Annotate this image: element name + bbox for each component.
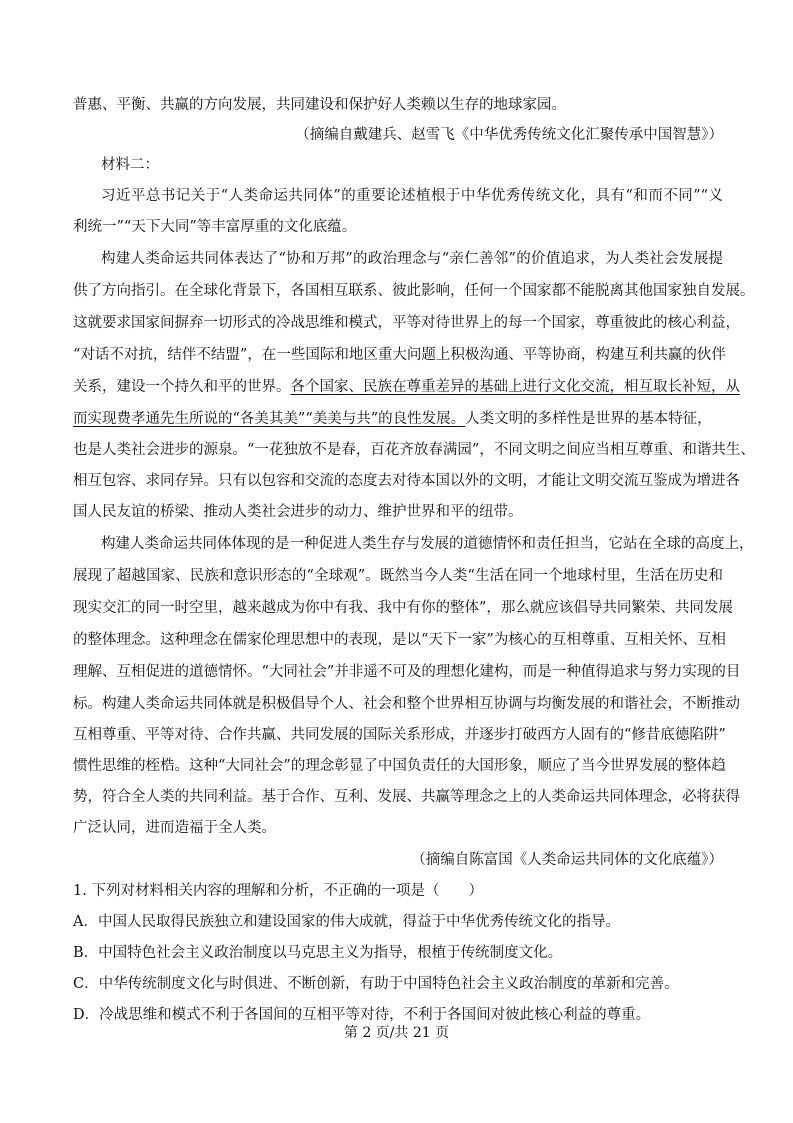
page-footer: 第 2 页/共 21 页 xyxy=(343,1025,450,1041)
text-line: 利统一”“天下大同”等丰富厚重的文化底蕴。 xyxy=(73,219,357,235)
text-line: 供了方向指引。在全球化背景下，各国相互联系、彼此影响，任何一个国家都不能脱离其他国家独自发展。 xyxy=(73,283,755,299)
underlined-text: 各个国家、民族在尊重差异的基础上进行文化交流，相互取长补短，从 xyxy=(290,379,740,395)
text-line: 这就要求国家间摒弃一切形式的冷战思维和模式，平等对待世界上的每一个国家，尊重彼此的核心利益， xyxy=(73,315,740,331)
option-c: C．中华传统制度文化与时俱进、不断创新，有助于中国特色社会主义政治制度的革新和完善。 xyxy=(73,976,679,992)
source-citation: （摘编自戴建兵、赵雪飞《中华优秀传统文化汇聚传承中国智慧》） xyxy=(295,127,723,143)
text-line xyxy=(73,378,740,396)
text-line: 普惠、平衡、共赢的方向发展，共同建设和保护好人类赖以生存的地球家园。 xyxy=(73,97,566,113)
question-stem: 1. 下列对材料相关内容的理解和分析，不正确的一项是（ ） xyxy=(73,883,483,899)
text-line: 广泛认同，进而造福于全人类。 xyxy=(73,820,276,836)
text-line: “对话不对抗，结伴不结盟”，在一些国际和地区重大问题上积极沟通、平等协商，构建互利共赢的伙伴 xyxy=(73,347,726,363)
text-line: 标。构建人类命运共同体就是积极倡导个人、社会和整个世界相互协调与均衡发展的和谐社会，不断推动 xyxy=(73,696,740,712)
underlined-text: 而实现费孝通先生所说的“各美其美”“美美与共”的良性发展。 xyxy=(73,411,466,427)
text-line: 理解、互相促进的道德情怀。“大同社会”并非遥不可及的理想化建构，而是一种值得追求与努力实现的目 xyxy=(73,664,741,680)
source-citation: （摘编自陈富国《人类命运共同体的文化底蕴》） xyxy=(411,852,723,868)
text-segment: 人类文明的多样性是世界的基本特征， xyxy=(465,411,712,427)
section-heading: 材料二： xyxy=(101,157,159,173)
text-line: 势，符合全人类的共同利益。基于合作、互利、发展、共赢等理念之上的人类命运共同体理念，必将获得 xyxy=(73,789,740,805)
text-line: 国人民友谊的桥梁、推动人类社会进步的动力、维护世界和平的纽带。 xyxy=(73,504,523,520)
text-line: 构建人类命运共同体表达了“协和万邦”的政治理念与“亲仁善邻”的价值追求，为人类社会发展提 xyxy=(101,251,723,267)
text-line: 相互包容、求同存异。只有以包容和交流的态度去对待本国以外的文明，才能让文明交流互鉴成为增进各 xyxy=(73,473,740,489)
option-a: A．中国人民取得民族独立和建设国家的伟大成就，得益于中华优秀传统文化的指导。 xyxy=(73,914,620,930)
option-b: B．中国特色社会主义政治制度以马克思主义为指导，根植于传统制度文化。 xyxy=(73,945,563,961)
text-line: 的整体理念。这种理念在儒家伦理思想中的表现，是以“天下一家”为核心的互相尊重、互相关怀、互相 xyxy=(73,632,726,648)
text-line: 互相尊重、平等对待、合作共赢、共同发展的国际关系形成，并逐步打破西方人固有的“修昔底德陷阱” xyxy=(73,727,726,743)
text-line: 现实交汇的同一时空里，越来越成为你中有我、我中有你的整体”，那么就应该倡导共同繁荣、共同发展 xyxy=(73,600,733,616)
text-line xyxy=(73,410,723,428)
text-segment: 关系，建设一个持久和平的世界。 xyxy=(73,379,291,395)
text-line: 构建人类命运共同体体现的是一种促进人类生存与发展的道德情怀和责任担当，它站在全球的高度上， xyxy=(101,536,754,552)
option-d: D．冷战思维和模式不利于各国间的互相平等对待，不利于各国间对彼此核心利益的尊重。 xyxy=(73,1007,651,1023)
text-line: 惯性思维的桎梏。这种“大同社会”的理念彰显了中国负责任的大国形象，顺应了当今世界发展的整体趋 xyxy=(73,758,726,774)
text-line: 展现了超越国家、民族和意识形态的“全球观”。既然当今人类“生活在同一个地球村里，生活在历史和 xyxy=(73,568,723,584)
text-line: 也是人类社会进步的源泉。“一花独放不是春，百花齐放春满园”，不同文明之间应当相互尊重、和谐共生、 xyxy=(73,442,755,458)
text-line: 习近平总书记关于“人类命运共同体”的重要论述植根于中华优秀传统文化，具有“和而不同”“义 xyxy=(101,188,723,204)
